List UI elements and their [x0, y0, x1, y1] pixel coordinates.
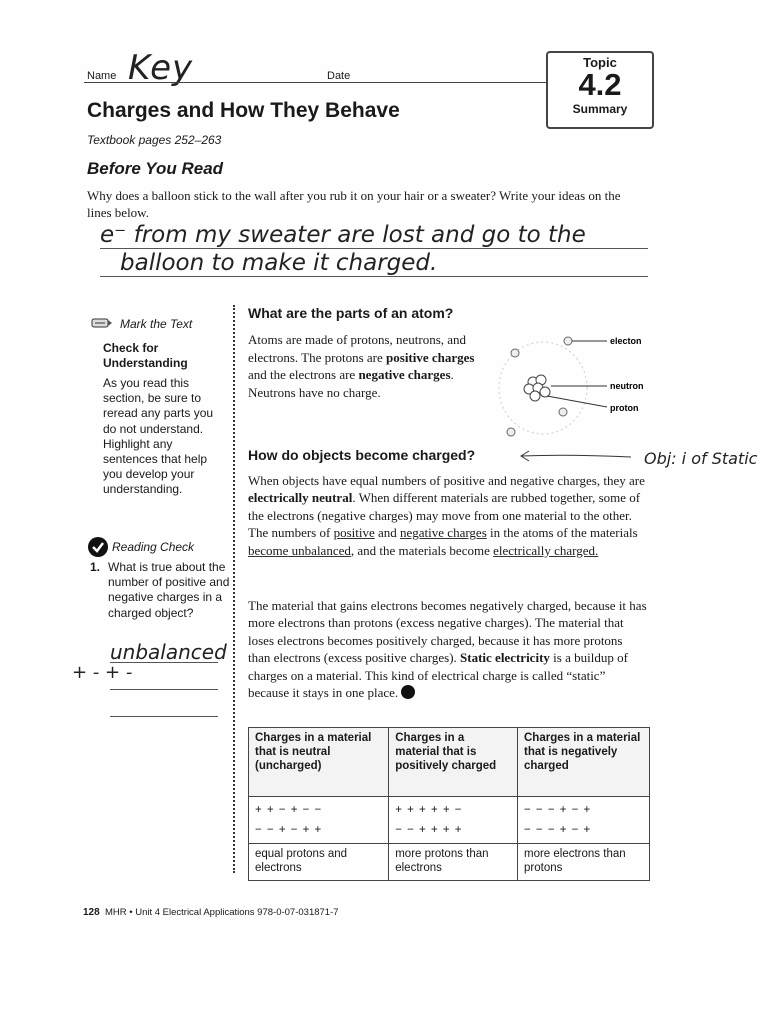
- reading-check-handwritten-answer: unbalanced: [110, 640, 227, 664]
- label-electron: electon: [610, 336, 642, 346]
- table-row: [249, 797, 650, 844]
- charged-paragraph-2: The material that gains electrons becomes negatively charged, because it has more electrons than protons (excess negative charges). The material that loses electrons becomes positively charged, because it has more protons than electrons (excess positive charges). Static electricity is a buildup of charges on a material. This kind of electrical charge is called “static” because it stays in one place.: [248, 598, 647, 701]
- name-handwritten: Key: [128, 48, 194, 88]
- name-date-rule: [84, 82, 546, 83]
- label-proton: proton: [610, 403, 639, 413]
- label-neutron: neutron: [610, 381, 644, 391]
- check-for-understanding-body: As you read this section, be sure to reread any parts you do not understand. Highlight any sentences that help you develop your understanding.: [103, 376, 214, 497]
- reading-check-rule-2: [110, 689, 218, 690]
- date-label: Date: [327, 70, 351, 82]
- name-label: Name: [87, 70, 117, 82]
- table-cell: equal protons and electrons: [249, 844, 389, 881]
- table-header: Charges in a material that is negatively charged: [518, 728, 650, 797]
- handwritten-arrow-icon: [519, 449, 633, 463]
- reading-check-label: Reading Check: [112, 540, 195, 554]
- column-divider: [233, 305, 235, 873]
- highlighter-icon: [91, 316, 113, 330]
- reading-check-marker-icon: [401, 685, 415, 699]
- reading-check-number: 1.: [90, 560, 101, 574]
- page-title: Charges and How They Behave: [87, 99, 400, 122]
- topic-label: Topic: [583, 55, 617, 70]
- atom-diagram: [495, 326, 655, 446]
- before-you-read-heading: Before You Read: [87, 159, 224, 178]
- become-charged-heading: How do objects become charged?: [248, 447, 476, 463]
- charges-table: [248, 727, 650, 881]
- topic-box: [546, 51, 654, 129]
- handwritten-answer-line-2: balloon to make it charged.: [120, 250, 438, 276]
- topic-number: 4.2: [578, 67, 622, 102]
- table-cell: more electrons than protons: [518, 844, 650, 881]
- handwritten-answer-line-1: e⁻ from my sweater are lost and go to the: [100, 222, 586, 248]
- table-cell-symbols: + + − + − − − − + − + +: [249, 797, 389, 844]
- mark-the-text-label: Mark the Text: [120, 317, 193, 331]
- table-cell-symbols: − − − + − + − − − + − +: [518, 797, 650, 844]
- table-header: Charges in a material that is neutral (uncharged): [249, 728, 389, 797]
- atom-parts-text: Atoms are made of protons, neutrons, and electrons. The protons are positive charges and the electrons are negative charges. Neutrons have no charge.: [248, 332, 475, 400]
- reading-check-rule-3: [110, 716, 218, 717]
- atom-parts-heading: What are the parts of an atom?: [248, 305, 454, 321]
- handwritten-charge-scribble: + - + -: [72, 662, 133, 683]
- answer-rule-2: [100, 276, 648, 277]
- textbook-pages: Textbook pages 252–263: [87, 133, 222, 147]
- check-for-understanding-heading: Check for Understanding: [103, 341, 188, 370]
- before-you-read-question: Why does a balloon stick to the wall after you rub it on your hair or a sweater? Write your ideas on the lines below.: [87, 188, 621, 220]
- topic-summary-label: Summary: [572, 102, 628, 116]
- table-header: Charges in a material that is positively charged: [389, 728, 518, 797]
- table-row: [249, 844, 650, 881]
- checkmark-icon: [88, 537, 108, 557]
- page-footer: [83, 907, 339, 918]
- footer-text: MHR • Unit 4 Electrical Applications 978-0-07-031871-7: [104, 907, 339, 918]
- page-number: 128: [83, 907, 100, 918]
- charged-paragraph-1: When objects have equal numbers of positive and negative charges, they are electrically neutral. When different materials are rubbed together, some of the electrons (negative charges) may move from one material to the other. The numbers of positive and negative charges in the atoms of the materials become unbalanced, and the materials become electrically charged.: [248, 473, 645, 558]
- table-cell: more protons than electrons: [389, 844, 518, 881]
- reading-check-question: What is true about the number of positive and negative charges in a charged object?: [108, 560, 230, 620]
- handwritten-margin-note: Obj: i of Static: [644, 449, 758, 468]
- table-header-row: [249, 728, 650, 797]
- answer-rule-1: [100, 248, 648, 249]
- table-cell-symbols: + + + + + − − − + + + +: [389, 797, 518, 844]
